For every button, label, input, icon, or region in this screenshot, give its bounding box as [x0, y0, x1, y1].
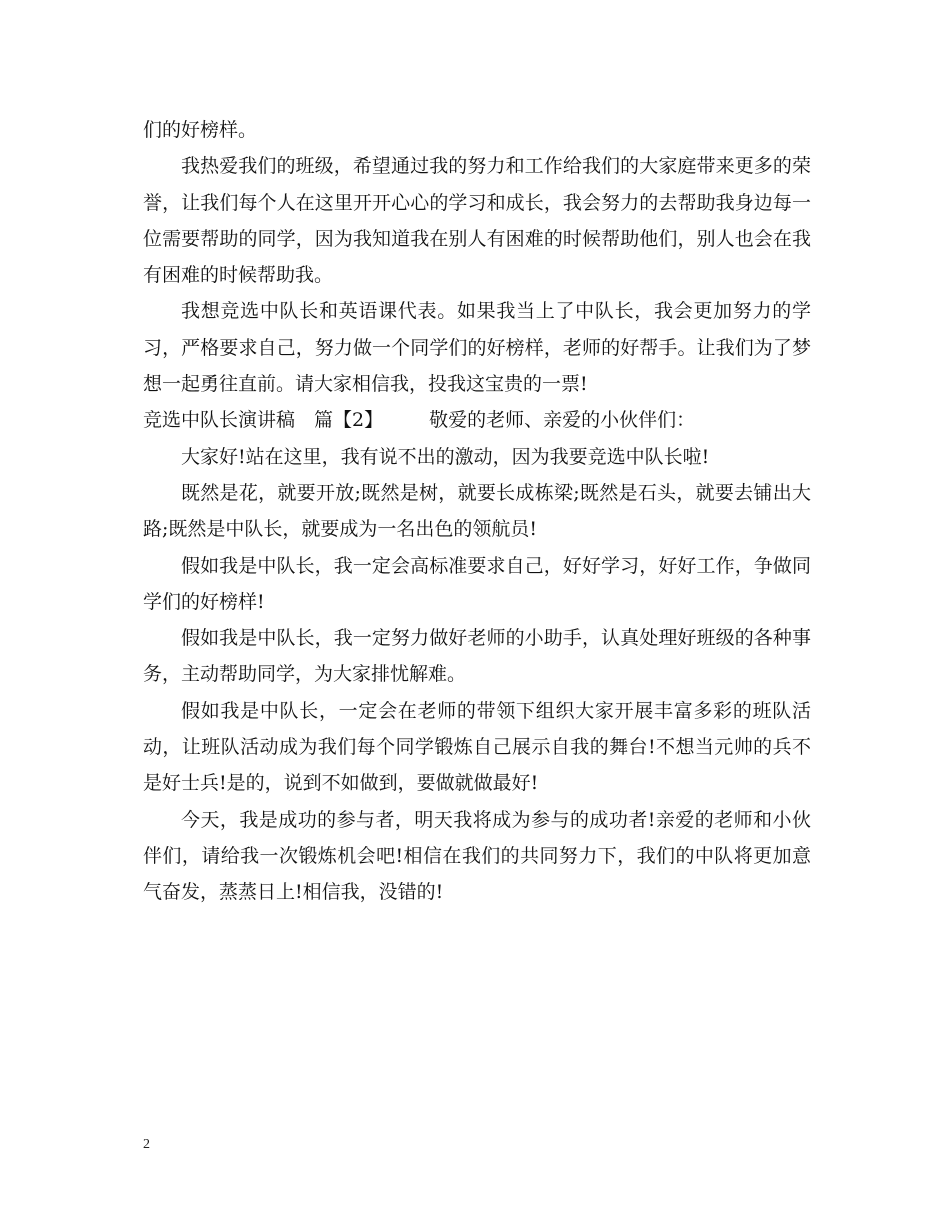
paragraph-assistant: 假如我是中队长，我一定努力做好老师的小助手，认真处理好班级的各种事务，主动帮助同学，为大家排忧解难。 [143, 627, 811, 686]
speech-title: 竞选中队长演讲稿 [143, 409, 296, 432]
salutation: 敬爱的老师、亲爱的小伙伴们： [429, 409, 696, 432]
paragraph-closing: 今天，我是成功的参与者，明天我将成为参与的成功者!亲爱的老师和小伙伴们，请给我一次锻炼机会吧!相信在我们的共同努力下，我们的中队将更加意气奋发，蒸蒸日上!相信我，没错的! [143, 808, 811, 904]
paragraph-run-for-leader: 我想竞选中队长和英语课代表。如果我当上了中队长，我会更加努力的学习，严格要求自己，努力做一个同学们的好榜样，老师的好帮手。让我们为了梦想一起勇往直前。请大家相信我，投我这宝贵的一票! [143, 300, 811, 396]
paragraph-flower-tree: 既然是花，就要开放;既然是树，就要长成栋梁;既然是石头，就要去铺出大路;既然是中队长，就要成为一名出色的领航员! [143, 481, 811, 541]
paragraph-continuation: 们的好榜样。 [143, 119, 258, 141]
section-heading-line [143, 402, 811, 438]
document-body [143, 112, 811, 911]
paragraph-greeting: 大家好!站在这里，我有说不出的激动，因为我要竞选中队长啦! [181, 445, 710, 468]
paragraph-love-class: 我热爱我们的班级，希望通过我的努力和工作给我们的大家庭带来更多的荣誉，让我们每个人在这里开开心心的学习和成长，我会努力的去帮助我身边每一位需要帮助的同学，因为我知道我在别人有困难的时候帮助他们，别人也会在我有困难的时候帮助我。 [143, 155, 811, 287]
section-label: 篇【2】 [314, 409, 384, 432]
paragraph-high-standard: 假如我是中队长，我一定会高标准要求自己，好好学习，好好工作，争做同学们的好榜样! [143, 554, 811, 613]
paragraph-activities: 假如我是中队长，一定会在老师的带领下组织大家开展丰富多彩的班队活动，让班队活动成为我们每个同学锻炼自己展示自我的舞台!不想当元帅的兵不是好士兵!是的，说到不如做到，要做就做最好! [143, 699, 811, 795]
page-number: 2 [143, 1137, 150, 1152]
